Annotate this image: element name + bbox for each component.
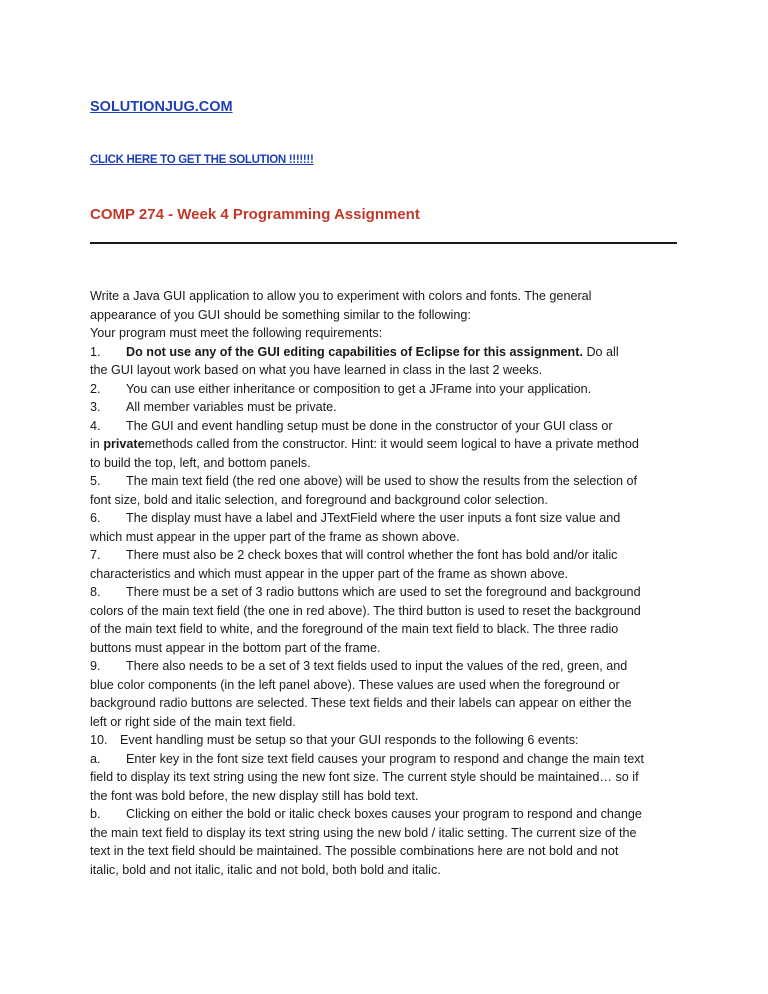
item-text: All member variables must be private. bbox=[126, 400, 337, 414]
item-number: 6. bbox=[90, 511, 101, 525]
requirement-1-cont: the GUI layout work based on what you have learned in class in the last 2 weeks. bbox=[90, 363, 543, 377]
get-solution-link[interactable]: CLICK HERE TO GET THE SOLUTION !!!!!!! bbox=[90, 154, 314, 166]
item-text: You can use either inheritance or composition to get a JFrame into your application. bbox=[126, 381, 592, 396]
requirement-4 bbox=[90, 417, 682, 436]
requirement-9-cont: background radio buttons are selected. These text fields and their labels can appear on either the bbox=[90, 696, 632, 710]
requirement-7 bbox=[90, 546, 682, 565]
assignment-body bbox=[90, 287, 682, 879]
item-text: The GUI and event handling setup must be done in the constructor of your GUI class or bbox=[126, 418, 613, 433]
requirement-8-cont: of the main text field to white, and the foreground of the main text field to black. The three radio bbox=[90, 622, 619, 636]
site-link[interactable]: SOLUTIONJUG.COM bbox=[90, 99, 233, 115]
item-text: The display must have a label and JTextField where the user inputs a font size value and bbox=[126, 511, 621, 525]
requirement-6-cont: which must appear in the upper part of the frame as shown above. bbox=[90, 529, 460, 544]
sub-item-b-cont: italic, bold and not italic, italic and not bold, both bold and italic. bbox=[90, 862, 441, 877]
item-text: methods called from the constructor. Hint: it would seem logical to have a private method bbox=[144, 437, 639, 451]
item-number: 1. bbox=[90, 344, 101, 359]
item-number: 3. bbox=[90, 400, 101, 414]
requirement-5 bbox=[90, 472, 682, 491]
requirement-8-cont: buttons must appear in the bottom part of the frame. bbox=[90, 640, 381, 655]
item-number: 2. bbox=[90, 381, 101, 396]
requirement-6 bbox=[90, 509, 682, 528]
item-number: 7. bbox=[90, 548, 101, 562]
item-text: Clicking on either the bold or italic check boxes causes your program to respond and change bbox=[126, 807, 642, 821]
item-number: 8. bbox=[90, 585, 101, 599]
assignment-title: COMP 274 - Week 4 Programming Assignment bbox=[90, 206, 420, 223]
sub-item-a-cont: field to display its text string using the new font size. The current style should be maintained… so if bbox=[90, 770, 639, 784]
sub-item-a-cont: the font was bold before, the new display still has bold text. bbox=[90, 788, 419, 803]
sub-item-b-cont: text in the text field should be maintained. The possible combinations here are not bold and not bbox=[90, 844, 619, 858]
requirement-8 bbox=[90, 583, 682, 602]
intro-line: Write a Java GUI application to allow you to experiment with colors and fonts. The general bbox=[90, 289, 592, 303]
requirement-4-cont bbox=[90, 435, 682, 454]
requirement-2 bbox=[90, 380, 682, 399]
item-text: There must be a set of 3 radio buttons which are used to set the foreground and background bbox=[126, 585, 641, 599]
item-number: b. bbox=[90, 807, 101, 821]
requirement-4-cont: to build the top, left, and bottom panels. bbox=[90, 455, 311, 470]
item-text: The main text field (the red one above) will be used to show the results from the selection of bbox=[126, 474, 638, 488]
requirement-1 bbox=[90, 343, 682, 362]
item-text: Event handling must be setup so that your GUI responds to the following 6 events: bbox=[120, 733, 579, 747]
bold-text: private bbox=[103, 437, 145, 451]
item-number: 5. bbox=[90, 474, 101, 488]
sub-item-a bbox=[90, 750, 682, 769]
item-text: Enter key in the font size text field causes your program to respond and change the main text bbox=[126, 751, 645, 766]
item-text: There also needs to be a set of 3 text fields used to input the values of the red, green, and bbox=[126, 659, 628, 673]
requirement-9-cont: blue color components (in the left panel above). These values are used when the foreground or bbox=[90, 677, 620, 692]
item-number: a. bbox=[90, 751, 101, 766]
requirement-10 bbox=[90, 731, 682, 750]
requirement-8-cont: colors of the main text field (the one in red above). The third button is used to reset the background bbox=[90, 603, 641, 618]
bold-text: Do not use any of the GUI editing capabilities of Eclipse for this assignment. bbox=[126, 344, 583, 359]
intro-line: appearance of you GUI should be something similar to the following: bbox=[90, 307, 471, 322]
requirement-3 bbox=[90, 398, 682, 417]
item-text: Do all bbox=[582, 344, 619, 359]
requirement-9 bbox=[90, 657, 682, 676]
sub-item-b bbox=[90, 805, 682, 824]
item-text: in bbox=[90, 437, 104, 451]
item-number: 10. bbox=[90, 733, 108, 747]
requirement-9-cont: left or right side of the main text field. bbox=[90, 714, 296, 729]
requirement-5-cont: font size, bold and italic selection, and foreground and background color selection. bbox=[90, 492, 548, 507]
intro-line: Your program must meet the following requirements: bbox=[90, 326, 383, 340]
title-divider bbox=[90, 242, 677, 244]
sub-item-b-cont: the main text field to display its text string using the new bold / italic setting. The current size of the bbox=[90, 825, 637, 840]
item-text: There must also be 2 check boxes that will control whether the font has bold and/or italic bbox=[126, 548, 618, 562]
item-number: 4. bbox=[90, 418, 101, 433]
requirement-7-cont: characteristics and which must appear in the upper part of the frame as shown above. bbox=[90, 566, 569, 581]
item-number: 9. bbox=[90, 659, 101, 673]
